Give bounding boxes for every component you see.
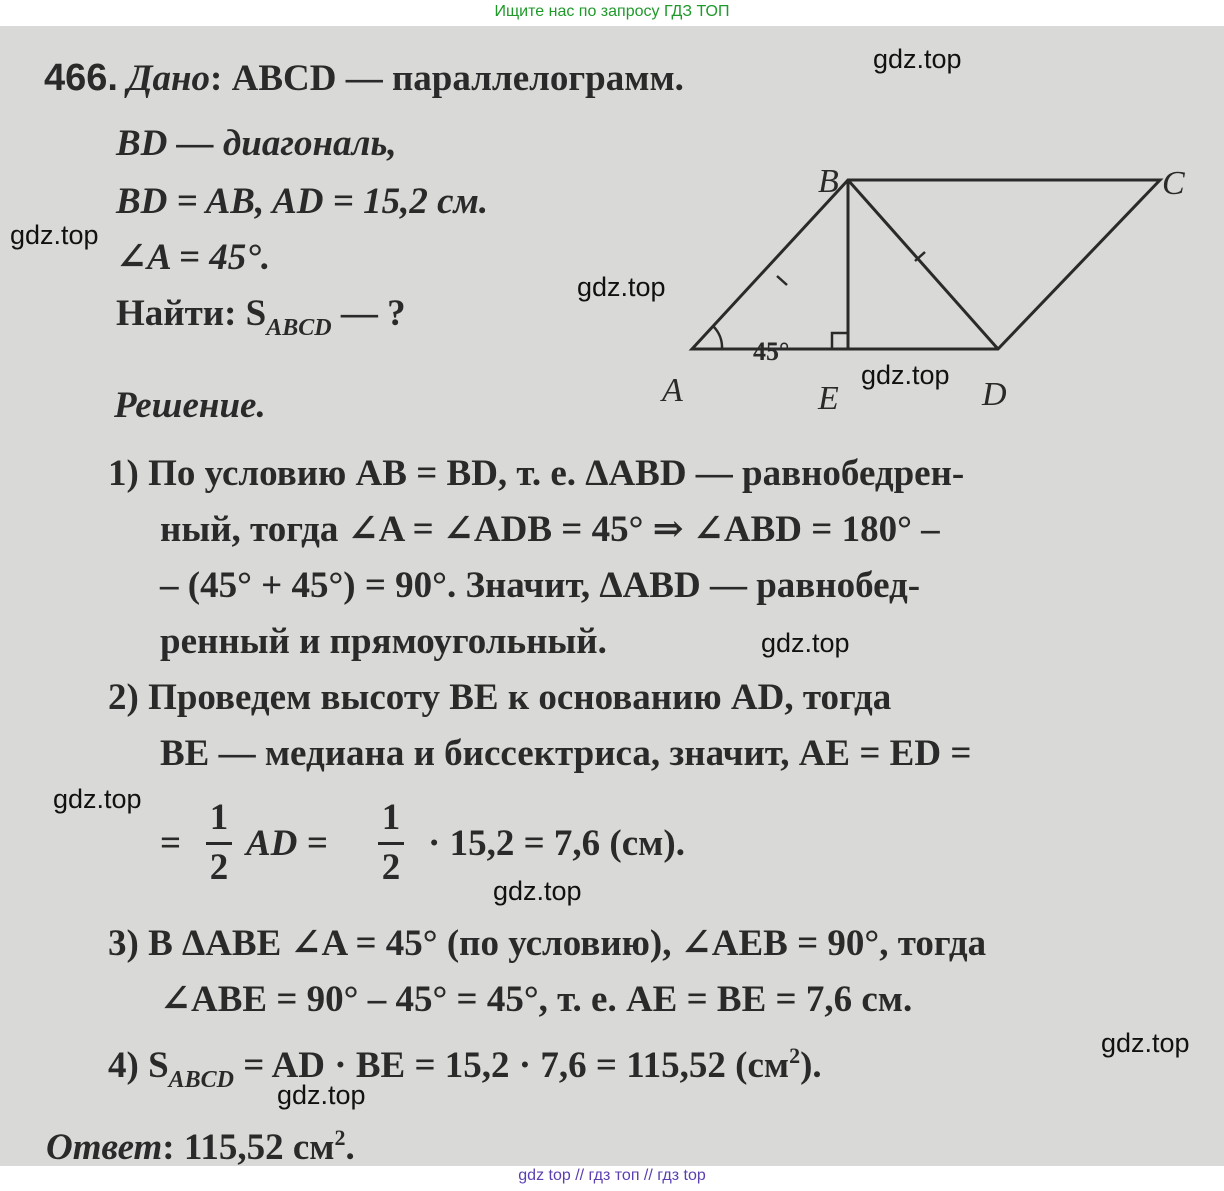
watermark: gdz.top — [761, 628, 850, 658]
answer-label: Ответ — [46, 1127, 163, 1168]
fraction-denominator: 2 — [209, 847, 229, 888]
step1-line4: ренный и прямоугольный. — [160, 621, 607, 662]
solution-heading: Решение. — [114, 385, 266, 426]
find-line — [116, 292, 406, 350]
label-e: E — [818, 380, 839, 417]
watermark: gdz.top — [53, 784, 142, 814]
problem-number: 466. — [44, 57, 118, 99]
step1-line2: ный, тогда ∠A = ∠ADB = 45° ⇒ ∠ABD = 180° – — [160, 509, 940, 550]
fraction-denominator: 2 — [381, 847, 401, 888]
step1-line1: 1) По условию AB = BD, т. е. ΔABD — равнобедрен- — [108, 453, 965, 494]
label-c: C — [1162, 165, 1185, 202]
find-subscript: ABCD — [266, 315, 332, 341]
given-line-4: ∠A = 45°. — [116, 237, 271, 278]
problem-header — [44, 56, 684, 101]
watermark: gdz.top — [10, 220, 99, 250]
angle-arc-a — [713, 326, 722, 349]
fraction-half-2 — [374, 798, 408, 888]
step3-line2: ∠ABE = 90° – 45° = 45°, т. е. AE = BE = 7,6 см. — [160, 979, 913, 1020]
fraction-half-1 — [202, 798, 236, 888]
watermark: gdz.top — [873, 44, 962, 74]
answer-line — [46, 1116, 355, 1170]
footer-links[interactable]: gdz top // гдз топ // гдз top — [518, 1167, 706, 1184]
find-label: Найти: S — [116, 293, 267, 334]
diagonal-bd — [848, 180, 998, 349]
watermark: gdz.top — [1101, 1028, 1190, 1058]
step2-line2: BE — медиана и биссектриса, значит, AE = ED = — [160, 733, 972, 774]
fraction-bar — [206, 842, 232, 845]
label-d: D — [982, 376, 1007, 413]
fraction-numerator: 1 — [381, 797, 401, 838]
angle-label: 45° — [753, 337, 790, 366]
step4-subscript: ABCD — [168, 1067, 235, 1093]
given-line-1: : ABCD — параллелограмм. — [210, 58, 684, 99]
answer-end: . — [345, 1127, 355, 1168]
step2-line1: 2) Проведем высоту BE к основанию AD, тогда — [108, 677, 892, 718]
watermark: gdz.top — [861, 360, 950, 390]
fraction-numerator: 1 — [209, 797, 229, 838]
given-line-2: BD — диагональ, — [116, 123, 397, 164]
watermark: gdz.top — [277, 1080, 366, 1110]
step1-line3: – (45° + 45°) = 90°. Значит, ΔABD — равнобед- — [160, 565, 921, 606]
step4-mid: = AD · BE = 15,2 · 7,6 = 115,52 (см — [234, 1045, 790, 1086]
watermark: gdz.top — [493, 876, 582, 906]
given-label: Дано — [127, 58, 211, 99]
fraction-bar — [378, 842, 404, 845]
step4-line — [108, 1034, 822, 1102]
top-banner[interactable]: Ищите нас по запросу ГДЗ ТОП — [494, 3, 730, 20]
find-end: — ? — [331, 293, 406, 334]
step2-eq-mid: AD = — [246, 823, 328, 864]
page-scan — [0, 26, 1224, 1166]
label-a: A — [662, 372, 683, 409]
step2-eq-end: · 15,2 = 7,6 (см). — [428, 823, 685, 864]
given-line-3: BD = AB, AD = 15,2 см. — [116, 181, 489, 222]
step4-superscript: 2 — [789, 1043, 801, 1068]
watermark: gdz.top — [577, 272, 666, 302]
step4-start: 4) S — [108, 1045, 169, 1086]
answer-value: : 115,52 см — [162, 1127, 335, 1168]
tick-ab — [777, 276, 787, 285]
answer-superscript: 2 — [334, 1125, 346, 1150]
step2-eq-start: = — [160, 823, 182, 864]
parallelogram-outline — [692, 180, 1160, 349]
right-angle-mark — [832, 333, 848, 349]
step3-line1: 3) В ΔABE ∠A = 45° (по условию), ∠AEB = 90°, тогда — [108, 923, 987, 964]
step4-end: ). — [800, 1045, 822, 1086]
label-b: B — [818, 163, 839, 200]
